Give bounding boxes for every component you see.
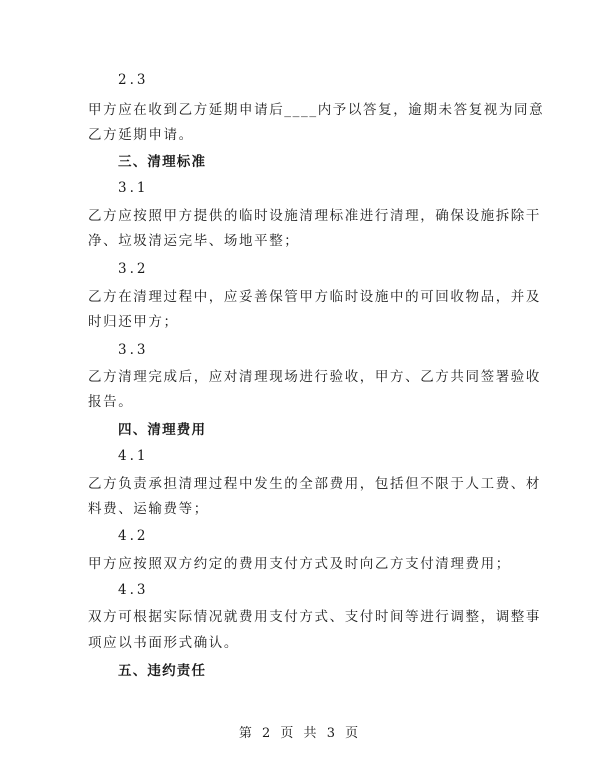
page-footer: 第 2 页 共 3 页 [238,726,362,741]
section-heading: 四、清理费用 [118,422,207,438]
paragraph-line: 乙方应按照甲方提供的临时设施清理标准进行清理，确保设施拆除干 [88,208,541,224]
paragraph-line: 甲方应在收到乙方延期申请后____内予以答复，逾期未答复视为同意 [88,102,545,118]
paragraph-line: 净、垃圾清运完毕、场地平整； [88,233,300,249]
clause-number: 2.3 [118,72,149,88]
section-heading: 五、违约责任 [118,663,207,679]
clause-number: 4.3 [118,582,149,598]
paragraph-line: 项应以书面形式确认。 [88,635,239,651]
section-heading: 三、清理标准 [118,154,207,170]
paragraph-line: 时归还甲方； [88,314,179,330]
paragraph-line: 乙方负责承担清理过程中发生的全部费用，包括但不限于人工费、材 [88,476,541,492]
paragraph-line: 乙方延期申请。 [88,127,194,143]
clause-number: 4.2 [118,528,149,544]
paragraph-line: 报告。 [88,394,134,410]
clause-number: 3.2 [118,261,149,277]
clause-number: 4.1 [118,448,149,464]
paragraph-line: 料费、运输费等； [88,501,209,517]
paragraph-line: 双方可根据实际情况就费用支付方式、支付时间等进行调整，调整事 [88,609,541,625]
clause-number: 3.1 [118,180,149,196]
paragraph-line: 乙方清理完成后，应对清理现场进行验收，甲方、乙方共同签署验收 [88,369,541,385]
clause-number: 3.3 [118,342,149,358]
paragraph-line: 甲方应按照双方约定的费用支付方式及时向乙方支付清理费用； [88,556,511,572]
paragraph-line: 乙方在清理过程中，应妥善保管甲方临时设施中的可回收物品，并及 [88,289,541,305]
